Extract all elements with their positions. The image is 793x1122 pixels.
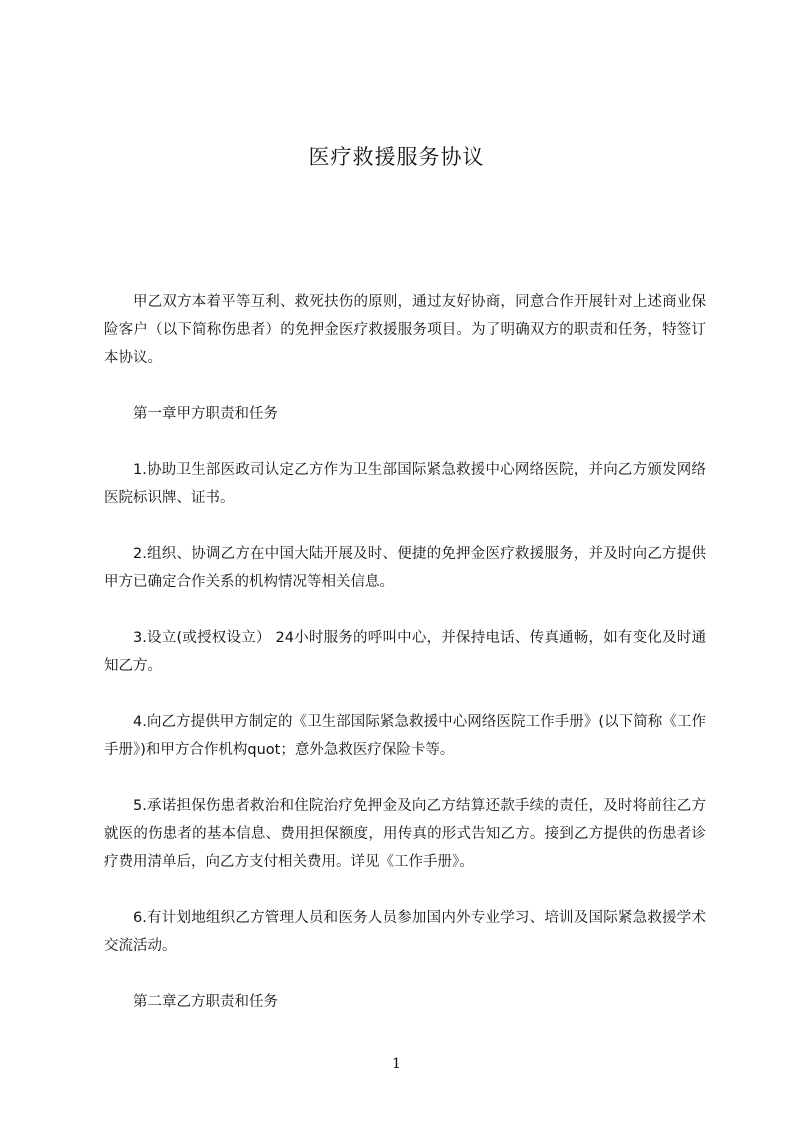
page-number: 1 bbox=[392, 1056, 401, 1072]
chapter-1-item-3: 3.设立(或授权设立） 24小时服务的呼叫中心，并保持电话、传真通畅，如有变化及时通知乙方。 bbox=[104, 630, 706, 674]
document-title: 医疗救援服务协议 bbox=[308, 145, 485, 169]
chapter-1-item-5: 5.承诺担保伤患者救治和住院治疗免押金及向乙方结算还款手续的责任，及时将前往乙方就医的伤患者的基本信息、费用担保额度，用传真的形式告知乙方。接到乙方提供的伤患者诊疗费用清单后，向乙方支付相关费用。详见《工作手册》。 bbox=[104, 798, 706, 870]
chapter-2-heading: 第二章乙方职责和任务 bbox=[133, 994, 278, 1010]
document-body bbox=[104, 288, 706, 1044]
chapter-1-item-6: 6.有计划地组织乙方管理人员和医务人员参加国内外专业学习、培训及国际紧急救援学术交流活动。 bbox=[104, 910, 706, 954]
chapter-1-heading: 第一章甲方职责和任务 bbox=[133, 406, 278, 422]
chapter-1-item-1: 1.协助卫生部医政司认定乙方作为卫生部国际紧急救援中心网络医院，并向乙方颁发网络医院标识牌、证书。 bbox=[104, 462, 706, 506]
chapter-1-item-2: 2.组织、协调乙方在中国大陆开展及时、便捷的免押金医疗救援服务，并及时向乙方提供甲方已确定合作关系的机构情况等相关信息。 bbox=[104, 546, 706, 590]
intro-paragraph: 甲乙双方本着平等互利、救死扶伤的原则，通过友好协商，同意合作开展针对上述商业保险客户（以下简称伤患者）的免押金医疗救援服务项目。为了明确双方的职责和任务，特签订本协议。 bbox=[104, 294, 706, 366]
chapter-1-item-4: 4.向乙方提供甲方制定的《卫生部国际紧急救援中心网络医院工作手册》(以下简称《工作手册》)和甲方合作机构quot；意外急救医疗保险卡等。 bbox=[104, 714, 706, 758]
